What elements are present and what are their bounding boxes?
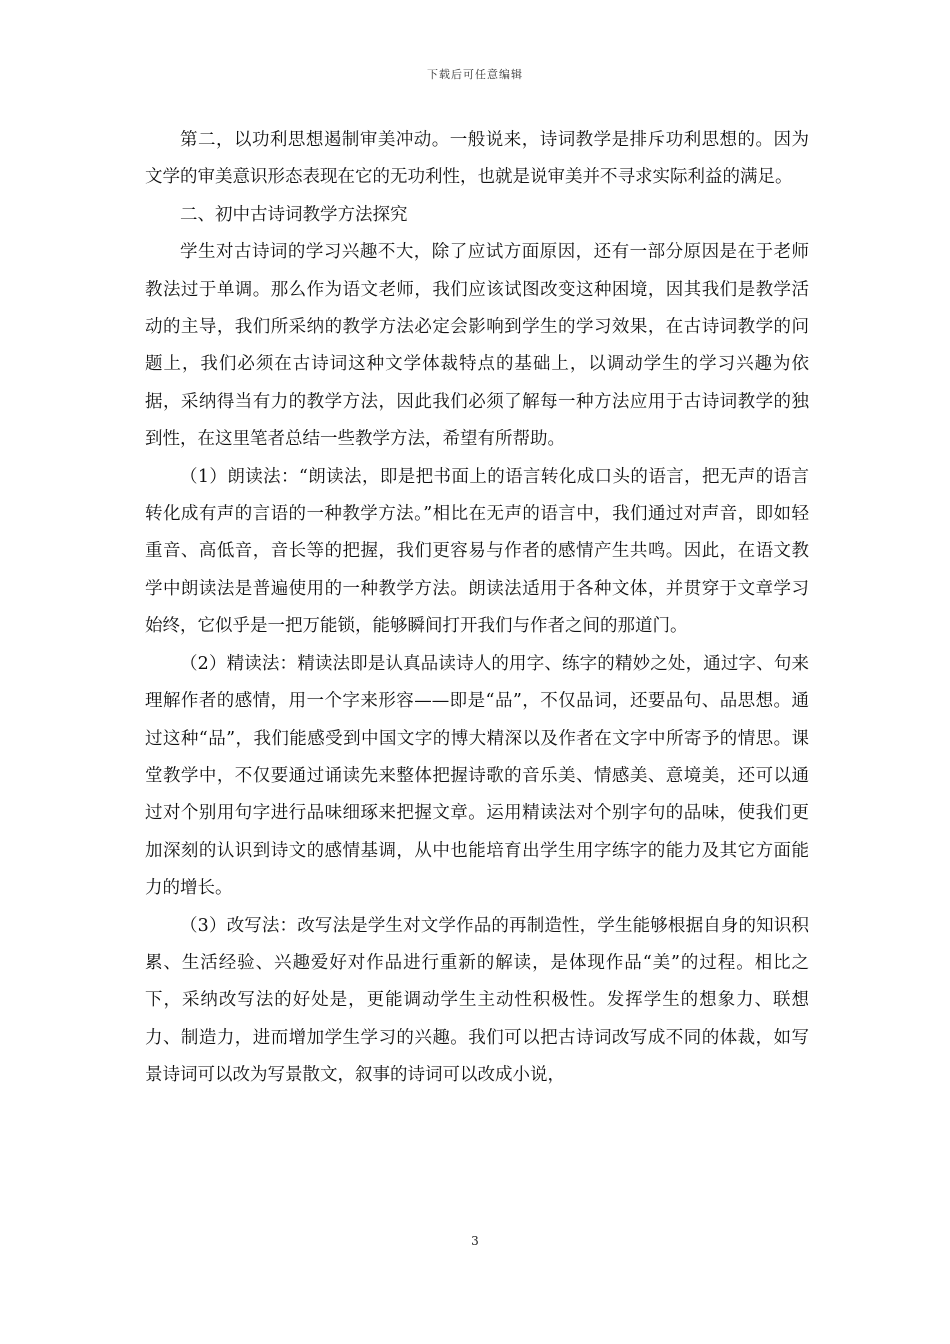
document-body bbox=[145, 122, 809, 1095]
paragraph-reading-aloud: （1）朗读法：“朗读法，即是把书面上的语言转化成口头的语言，把无声的语言转化成有声的言语的一种教学方法。”相比在无声的语言中，我们通过对声音，即如轻重音、高低音，音长等的把握，我们更容易与作者的感情产生共鸣。因此，在语文教学中朗读法是普遍使用的一种教学方法。朗读法适用于各种文体，并贯穿于文章学习始终，它似乎是一把万能锁，能够瞬间打开我们与作者之间的那道门。 bbox=[145, 466, 809, 637]
paragraph-close-reading: （2）精读法：精读法即是认真品读诗人的用字、练字的精妙之处，通过字、句来理解作者的感情，用一个字来形容——即是“品”，不仅品词，还要品句、品思想。通过这种“品”，我们能感受到中国文字的博大精深以及作者在文字中所寄予的情思。课堂教学中，不仅要通过诵读先来整体把握诗歌的音乐美、情感美、意境美，还可以通过对个别用句字进行品味细琢来把握文章。运用精读法对个别字句的品味，使我们更加深刻的认识到诗文的感情基调，从中也能培育出学生用字练字的能力及其它方面能力的增长。 bbox=[145, 653, 809, 899]
page-header: 下载后可任意编辑 bbox=[427, 68, 523, 81]
section-heading: 二、初中古诗词教学方法探究 bbox=[180, 204, 408, 225]
paragraph-rewriting: （3）改写法：改写法是学生对文学作品的再制造性，学生能够根据自身的知识积累、生活经验、兴趣爱好对作品进行重新的解读，是体现作品“美”的过程。相比之下，采纳改写法的好处是，更能调动学生主动性积极性。发挥学生的想象力、联想力、制造力，进而增加学生学习的兴趣。我们可以把古诗词改写成不同的体裁，如写景诗词可以改为写景散文，叙事的诗词可以改成小说， bbox=[145, 915, 809, 1086]
paragraph-utilitarian: 第二，以功利思想遏制审美冲动。一般说来，诗词教学是排斥功利思想的。因为文学的审美意识形态表现在它的无功利性，也就是说审美并不寻求实际利益的满足。 bbox=[145, 130, 809, 188]
paragraph-methods-intro: 学生对古诗词的学习兴趣不大，除了应试方面原因，还有一部分原因是在于老师教法过于单调。那么作为语文老师，我们应该试图改变这种困境，因其我们是教学活动的主导，我们所采纳的教学方法必定会影响到学生的学习效果，在古诗词教学的问题上，我们必须在古诗词这种文学体裁特点的基础上，以调动学生的学习兴趣为依据，采纳得当有力的教学方法，因此我们必须了解每一种方法应用于古诗词教学的独到性，在这里笔者总结一些教学方法，希望有所帮助。 bbox=[145, 242, 809, 450]
page-number: 3 bbox=[471, 1234, 479, 1248]
